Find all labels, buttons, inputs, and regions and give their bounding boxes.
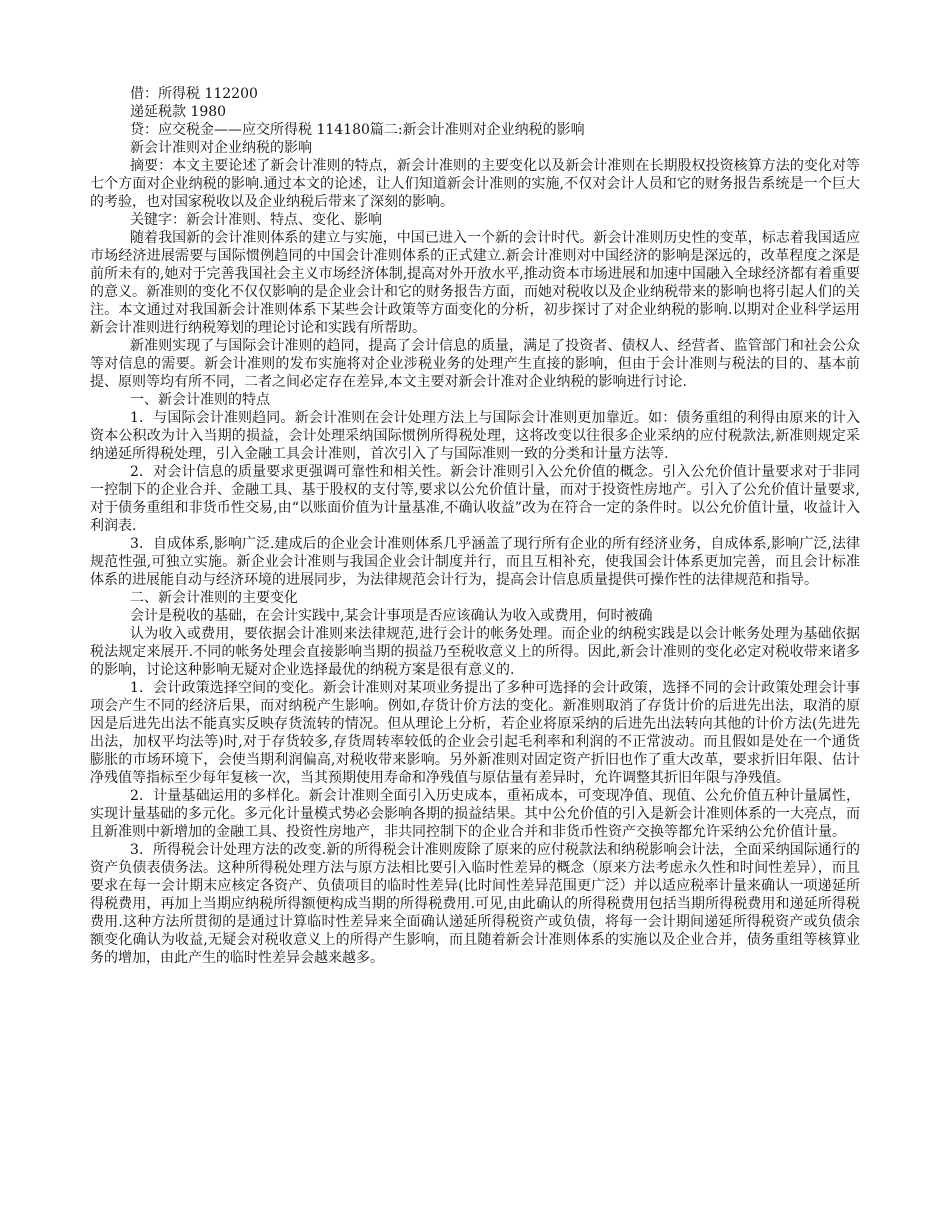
section-heading: 一、新会计准则的特点 — [130, 392, 270, 408]
entry-line-credit: 贷：应交税金——应交所得税 114180篇二:新会计准则对企业纳税的影响 — [130, 122, 585, 138]
document-body — [90, 85, 860, 967]
body-paragraph: 随着我国新的会计准则体系的建立与实施，中国已进入一个新的会计时代。新会计准则历史性的变革，标志着我国适应市场经济进展需要与国际惯例趋同的中国会计准则体系的正式建立.新会计准则对中国经济的影响是深远的，改革程度之深是前所未有的,她对于完善我国社会主义市场经济体制,提高对外开放水平,推动资本市场进展和加速中国融入全球经济都有着重要的意义。新准则的变化不仅仅影响的是企业会计和它的财务报告方面，而她对税收以及企业纳税带来的影响也将引起人们的关注。本文通过对我国新会计准则体系下某些会计政策等方面变化的分析，初步探讨了对企业纳税的影响.以期对企业科学运用新会计准则进行纳税筹划的理论讨论和实践有所帮助。 — [90, 230, 860, 336]
keywords-paragraph: 关键字：新会计准则、特点、变化、影响 — [130, 212, 382, 228]
body-paragraph: 3．自成体系,影响广泛.建成后的企业会计准则体系几乎涵盖了现行所有企业的所有经济业务，自成体系,影响广泛,法律规范性强,可独立实施。新企业会计准则与我国企业会计制度并行，而且互相补充，使我国会计体系更加完善，而且会计标准体系的进展能自动与经济环境的进展同步，为法律规范会计行为，提高会计信息质量提供可操作性的法律规范和指导。 — [90, 536, 860, 588]
body-paragraph: 认为收入或费用，要依据会计准则来法律规范,进行会计的帐务处理。而企业的纳税实践是以会计帐务处理为基础依据税法规定来展开.不同的帐务处理会直接影响当期的损益乃至税收意义上的所得。因此,新会计准则的变化必定对税收带来诸多的影响，讨论这种影响无疑对企业选择最优的纳税方案是很有意义的. — [90, 626, 860, 678]
body-paragraph: 2．计量基础运用的多样化。新会计准则全面引入历史成本，重袥成本，可变现净值、现值、公允价值五种计量属性，实现计量基础的多元化。多元化计量模式势必会影响各期的损益结果。其中公允价值的引入是新会计准则体系的一大亮点，而且新准则中新增加的金融工具、投资性房地产，非共同控制下的企业合并和非货币性资产交换等都允许采纳公允价值计量。 — [90, 788, 860, 840]
entry-line-deferred-tax: 递延税款 1980 — [130, 104, 227, 120]
abstract-paragraph: 摘要：本文主要论述了新会计准则的特点，新会计准则的主要变化以及新会计准则在长期股权投资核算方法的变化对等七个方面对企业纳税的影响.通过本文的论述，让人们知道新会计准则的实施,不仅对会计人员和它的财务报告系统是一个巨大的考验，也对国家税收以及企业纳税后带来了深刻的影响。 — [90, 158, 860, 210]
body-paragraph: 新准则实现了与国际会计准则的趋同，提高了会计信息的质量，满足了投资者、债权人、经营者、监管部门和社会公众等对信息的需要。新会计准则的发布实施将对企业涉税业务的处理产生直接的影响，但由于会计准则与税法的目的、基本前提、原则等均有所不同，二者之间必定存在差异,本文主要对新会计准对企业纳税的影响进行讨论. — [90, 338, 860, 390]
body-paragraph: 3．所得税会计处理方法的改变.新的所得税会计准则废除了原来的应付税款法和纳税影响会计法，全面采纳国际通行的资产负债表债务法。这种所得税处理方法与原方法相比要引入临时性差异的概念（原来方法考虑永久性和时间性差异），而且要求在每一会计期末应核定各资产、负债项目的临时性差异(比时间性差异范围更广泛）并以适应税率计量来确认一项递延所得税费用，再加上当期应纳税所得额便构成当期的所得税费用.可见,由此确认的所得税费用包括当期所得税费用和递延所得税费用.这种方法所贯彻的是通过计算临时性差异来全面确认递延所得税资产或负债，将每一会计期间递延所得税资产或负债余额变化确认为收益,无疑会对税收意义上的所得产生影响，而且随着新会计准则体系的实施以及企业合并，债务重组等核算业务的增加，由此产生的临时性差异会越来越多。 — [90, 842, 860, 966]
section-heading: 二、新会计准则的主要变化 — [130, 590, 298, 606]
body-paragraph: 1．会计政策选择空间的变化。新会计准则对某项业务提出了多种可选择的会计政策，选择不同的会计政策处理会计事项会产生不同的经济后果，而对纳税产生影响。例如,存货计价方法的变化。新准则取消了存货计价的后进先出法，取消的原因是后进先出法不能真实反映存货流转的情况。但从理论上分析，若企业将原采纳的后进先出法转向其他的计价方法(先进先出法，加权平均法等)时,对于存货较多,存货周转率较低的企业会引起毛利率和利润的不正常波动。而且假如是处在一个通货膨胀的市场环境下，会使当期利润偏高,对税收带来影响。另外新准则对固定资产折旧也作了重大改革，要求折旧年限、估计净残值等指标至少每年复核一次，当其预期使用寿命和净残值与原估量有差异时，允许调整其折旧年限与净残值。 — [90, 680, 860, 786]
body-paragraph: 会计是税收的基础，在会计实践中,某会计事项是否应该确认为收入或费用，何时被确 — [130, 608, 653, 624]
body-paragraph: 2．对会计信息的质量要求更强调可靠性和相关性。新会计准则引入公允价值的概念。引入公允价值计量要求对于非同一控制下的企业合并、金融工具、基于股权的支付等,要求以公允价值计量，而对于投资性房地产。引入了公允价值计量要求,对于债务重组和非货币性交易,由“以账面价值为计量基准,不确认收益”改为在符合一定的条件时。以公允价值计量，收益计入利润表. — [90, 464, 860, 534]
entry-line-debit: 借：所得税 112200 — [130, 86, 258, 102]
article-title: 新会计准则对企业纳税的影响 — [130, 140, 312, 156]
body-paragraph: 1．与国际会计准则趋同。新会计准则在会计处理方法上与国际会计准则更加靠近。如：债务重组的利得由原来的计入资本公积改为计入当期的损益，会计处理采纳国际惯例所得税处理，这将改变以往很多企业采纳的应付税款法,新准则规定采纳递延所得税处理，引入金融工具会计准则，首次引入了与国际准则一致的分类和计量方法等. — [90, 410, 860, 462]
